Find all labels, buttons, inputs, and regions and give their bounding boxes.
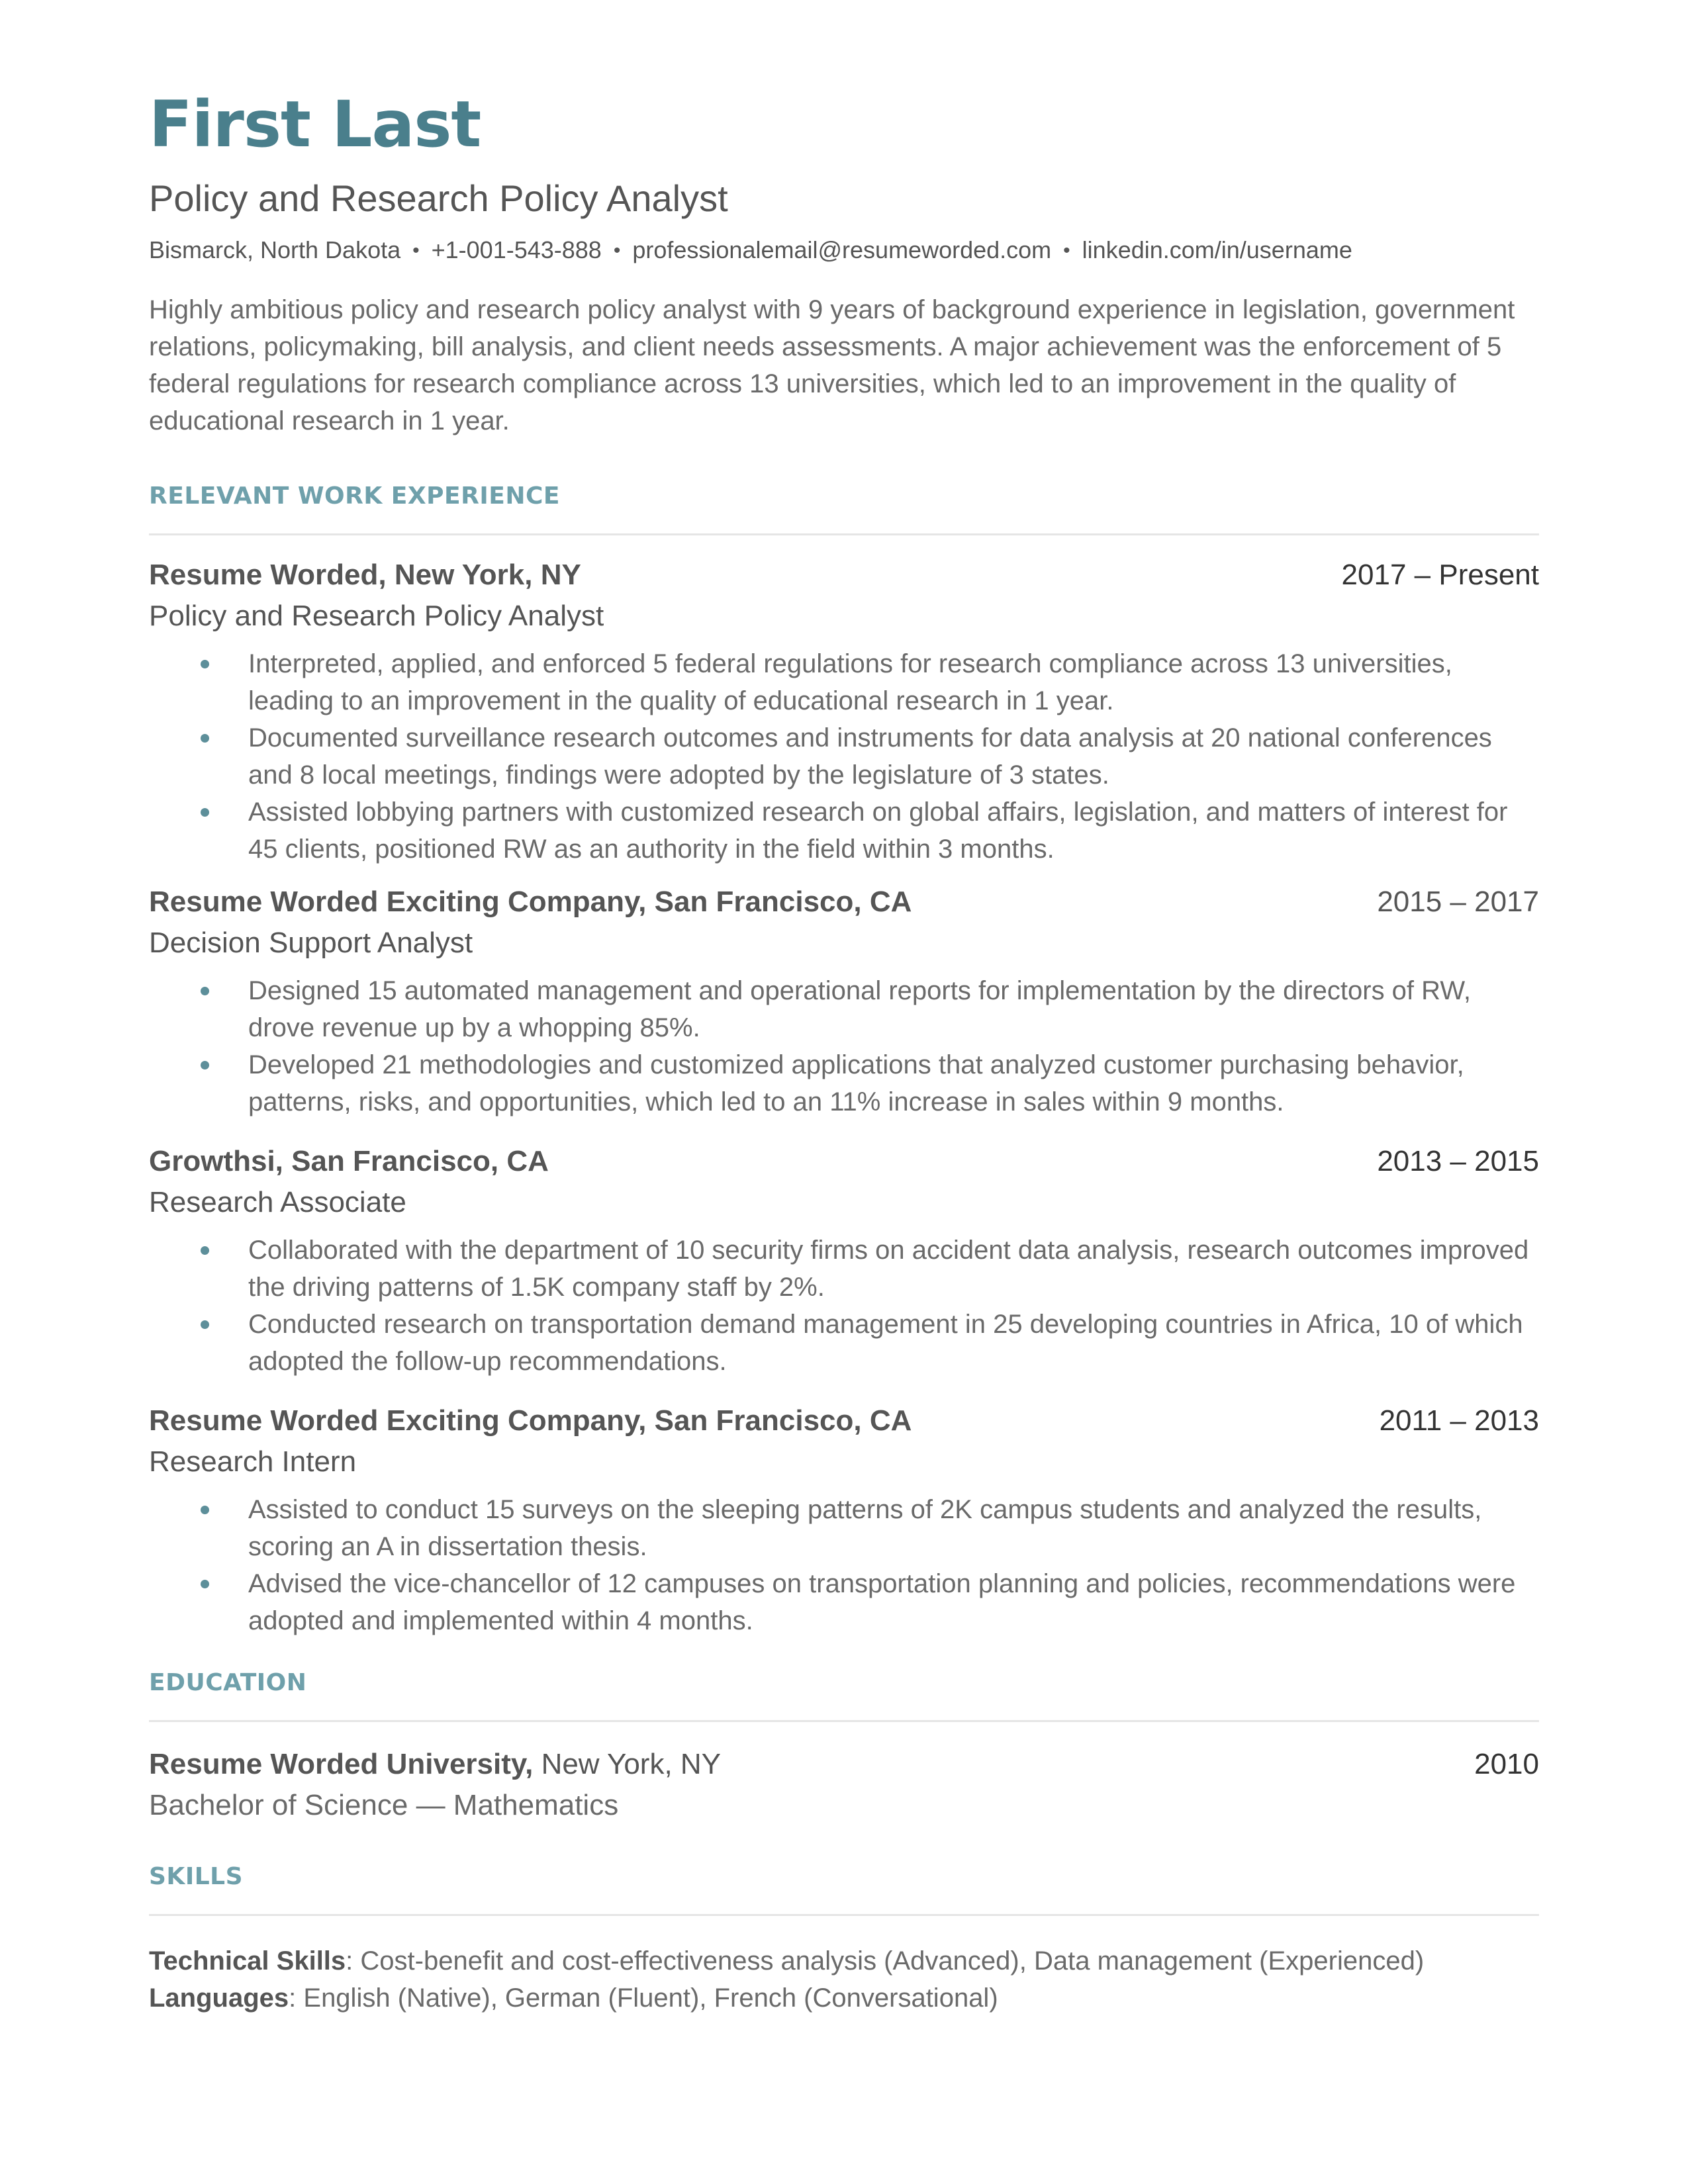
bullet-dot-icon xyxy=(201,1061,209,1069)
summary-paragraph: Highly ambitious policy and research policy analyst with 9 years of background experience in legislation, government relations, policymaking, bill analysis, and client needs assessments. A major achievement was the enforcement of 5 federal regulations for research compliance across 13 universities, which led to an improvement in the quality of educational research in 1 year. xyxy=(149,295,1515,435)
job-title: Decision Support Analyst xyxy=(149,927,473,959)
skills-languages xyxy=(149,1979,1539,2017)
skills-block xyxy=(149,1942,1539,2017)
job-header xyxy=(149,1147,1539,1176)
job-bullet xyxy=(149,719,1539,794)
contact-separator: • xyxy=(1063,240,1070,261)
education-school-line xyxy=(149,1750,721,1779)
resume-page xyxy=(149,87,1539,2017)
skills-technical-label: Technical Skills xyxy=(149,1946,346,1976)
job-company: Resume Worded Exciting Company, San Francisco, CA xyxy=(149,886,912,918)
contact-phone: +1-001-543-888 xyxy=(431,236,602,263)
job-dates: 2015 – 2017 xyxy=(1377,886,1539,918)
bullet-dot-icon xyxy=(201,1246,209,1255)
bullet-dot-icon xyxy=(201,1580,209,1588)
section-heading-education: EDUCATION xyxy=(149,1669,307,1696)
bullet-dot-icon xyxy=(201,1506,209,1514)
job-bullet xyxy=(149,1306,1539,1380)
skills-languages-value: : English (Native), German (Fluent), French (Conversational) xyxy=(289,1983,998,2013)
section-heading-experience: RELEVANT WORK EXPERIENCE xyxy=(149,482,560,510)
bullet-dot-icon xyxy=(201,808,209,817)
job-bullet xyxy=(149,972,1539,1046)
skills-languages-label: Languages xyxy=(149,1983,289,2013)
job-entry xyxy=(149,1147,1539,1380)
section-divider xyxy=(149,1914,1539,1916)
job-bullet-text: Documented surveillance research outcomes and instruments for data analysis at 20 national conferences and 8 local meetings, findings were adopted by the legislature of 3 states. xyxy=(248,723,1492,790)
job-bullet xyxy=(149,1046,1539,1120)
job-title: Research Associate xyxy=(149,1186,406,1218)
job-bullet-text: Assisted to conduct 15 surveys on the sleeping patterns of 2K campus students and analyzed the results, scoring an A in dissertation thesis. xyxy=(248,1495,1482,1561)
bullet-dot-icon xyxy=(201,1320,209,1329)
job-bullet-text: Assisted lobbying partners with customized research on global affairs, legislation, and matters of interest for 45 clients, positioned RW as an authority in the field within 3 months. xyxy=(248,797,1508,864)
job-bullets xyxy=(149,1232,1539,1380)
job-entry xyxy=(149,1406,1539,1639)
job-bullets xyxy=(149,645,1539,868)
education-degree: Bachelor of Science — Mathematics xyxy=(149,1789,619,1821)
education-school: Resume Worded University, xyxy=(149,1748,534,1780)
job-title: Research Intern xyxy=(149,1445,357,1478)
bullet-dot-icon xyxy=(201,734,209,743)
job-header xyxy=(149,561,1539,590)
job-bullet-text: Collaborated with the department of 10 security firms on accident data analysis, research outcomes improved the driving patterns of 1.5K company staff by 2%. xyxy=(248,1236,1529,1302)
education-location: New York, NY xyxy=(541,1748,722,1780)
job-bullet xyxy=(149,1232,1539,1306)
job-dates: 2011 – 2013 xyxy=(1379,1404,1539,1437)
job-bullet-text: Advised the vice-chancellor of 12 campuses on transportation planning and policies, recommendations were adopted and implemented within 4 months. xyxy=(248,1569,1516,1635)
skills-technical-value: : Cost-benefit and cost-effectiveness analysis (Advanced), Data management (Experienced) xyxy=(346,1946,1425,1976)
contact-line xyxy=(149,238,1539,262)
section-divider xyxy=(149,1720,1539,1722)
section-heading-skills: SKILLS xyxy=(149,1863,244,1890)
job-dates: 2017 – Present xyxy=(1341,559,1539,591)
job-bullet xyxy=(149,1491,1539,1565)
job-entry xyxy=(149,561,1539,868)
job-bullets xyxy=(149,972,1539,1120)
education-year: 2010 xyxy=(1474,1748,1539,1780)
contact-separator: • xyxy=(412,240,420,261)
job-header xyxy=(149,887,1539,917)
bullet-dot-icon xyxy=(201,660,209,668)
candidate-title: Policy and Research Policy Analyst xyxy=(149,177,728,219)
job-bullet-text: Conducted research on transportation demand management in 25 developing countries in Africa, 10 of which adopted the follow-up recommendations. xyxy=(248,1310,1523,1376)
bullet-dot-icon xyxy=(201,987,209,995)
job-bullet-text: Developed 21 methodologies and customized applications that analyzed customer purchasing behavior, patterns, risks, and opportunities, which led to an 11% increase in sales within 9 months. xyxy=(248,1050,1464,1116)
job-bullet xyxy=(149,645,1539,719)
job-company: Resume Worded, New York, NY xyxy=(149,559,581,591)
job-company: Resume Worded Exciting Company, San Francisco, CA xyxy=(149,1404,912,1437)
candidate-name: First Last xyxy=(149,87,481,161)
job-bullet xyxy=(149,794,1539,868)
education-header xyxy=(149,1750,1539,1779)
contact-location: Bismarck, North Dakota xyxy=(149,236,401,263)
section-divider xyxy=(149,533,1539,535)
contact-linkedin[interactable]: linkedin.com/in/username xyxy=(1082,236,1352,263)
job-dates: 2013 – 2015 xyxy=(1377,1145,1539,1177)
job-company: Growthsi, San Francisco, CA xyxy=(149,1145,549,1177)
job-bullet xyxy=(149,1565,1539,1639)
job-entry xyxy=(149,887,1539,1120)
contact-separator: • xyxy=(613,240,621,261)
job-bullet-text: Interpreted, applied, and enforced 5 federal regulations for research compliance across 13 universities, leading to an improvement in the quality of educational research in 1 year. xyxy=(248,649,1452,715)
contact-email[interactable]: professionalemail@resumeworded.com xyxy=(632,236,1052,263)
skills-technical xyxy=(149,1942,1539,1979)
job-bullet-text: Designed 15 automated management and operational reports for implementation by the directors of RW, drove revenue up by a whopping 85%. xyxy=(248,976,1471,1042)
job-title: Policy and Research Policy Analyst xyxy=(149,600,604,632)
job-header xyxy=(149,1406,1539,1435)
job-bullets xyxy=(149,1491,1539,1639)
